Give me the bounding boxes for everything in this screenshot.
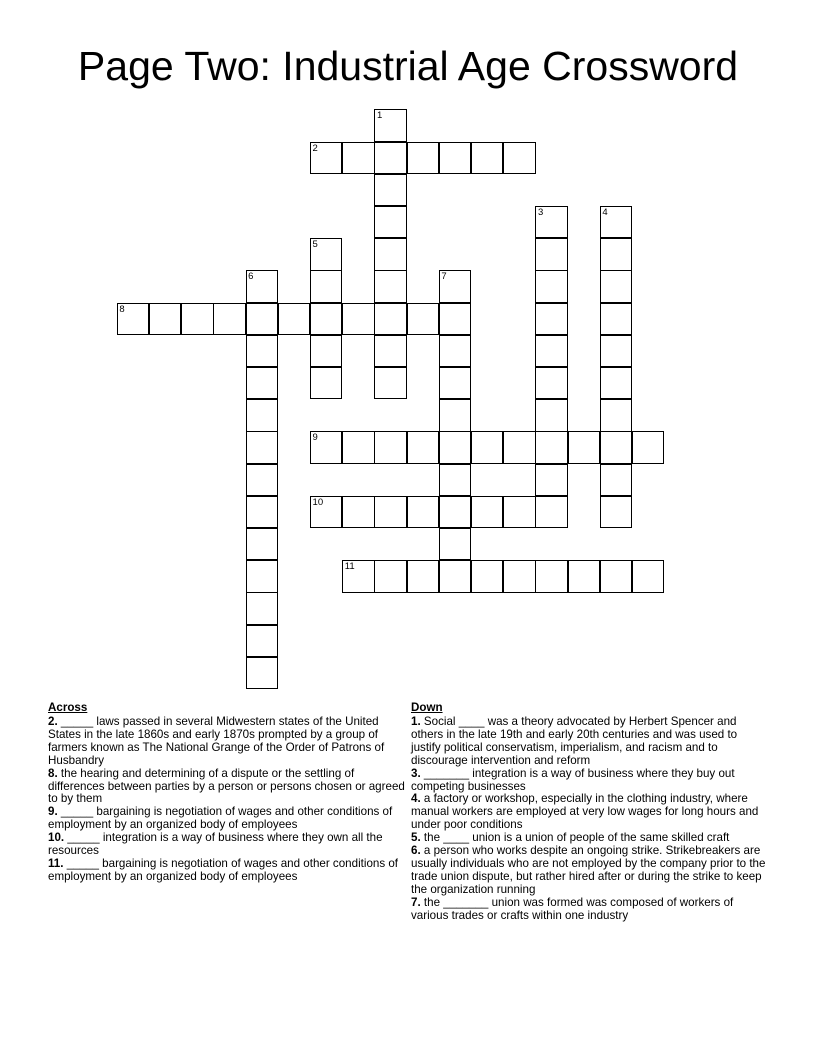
grid-cell[interactable] (632, 431, 664, 463)
grid-cell[interactable] (503, 560, 535, 592)
grid-cell[interactable] (439, 367, 471, 399)
clue-number: 3. (411, 766, 421, 780)
across-clue-9 (48, 806, 408, 832)
grid-cell[interactable] (439, 142, 471, 174)
grid-cell[interactable] (117, 303, 149, 335)
clue-number: 6. (411, 844, 421, 858)
down-clue-4 (411, 793, 767, 832)
across-clues (48, 701, 408, 884)
grid-cell[interactable] (439, 496, 471, 528)
grid-cell[interactable] (149, 303, 181, 335)
clue-text: _____ integration is a way of business where they own all the resources (48, 831, 383, 858)
grid-cell[interactable] (342, 496, 374, 528)
grid-cell[interactable] (439, 399, 471, 431)
clue-number: 5. (411, 831, 421, 845)
grid-cell[interactable] (246, 625, 278, 657)
clue-text: _______ integration is a way of business where they buy out competing businesses (411, 766, 735, 793)
grid-cell[interactable] (600, 270, 632, 302)
grid-cell[interactable] (600, 238, 632, 270)
grid-cell[interactable] (600, 431, 632, 463)
grid-cell[interactable] (181, 303, 213, 335)
grid-cell[interactable] (600, 496, 632, 528)
clue-text: _____ laws passed in several Midwestern states of the United States in the late 1860s and early 1870s prompted by a group of farmers known as The National Grange of the Order of Patrons of Husbandry (48, 715, 385, 767)
grid-cell[interactable] (503, 142, 535, 174)
grid-cell[interactable] (568, 560, 600, 592)
clue-text: the _______ union was formed was composed of workers of various trades or crafts within one industry (411, 895, 734, 922)
grid-cell[interactable] (342, 142, 374, 174)
down-clue-7 (411, 897, 767, 923)
grid-cell[interactable] (342, 431, 374, 463)
grid-cell[interactable] (246, 592, 278, 624)
down-clue-1 (411, 716, 767, 768)
clue-number: 4. (411, 792, 421, 806)
grid-cell[interactable] (600, 560, 632, 592)
grid-cell[interactable] (471, 431, 503, 463)
grid-cell[interactable] (471, 560, 503, 592)
grid-cell[interactable] (407, 496, 439, 528)
across-clue-10 (48, 832, 408, 858)
grid-cell[interactable] (503, 496, 535, 528)
grid-cell[interactable] (246, 560, 278, 592)
grid-cell[interactable] (310, 238, 342, 270)
grid-cell[interactable] (471, 142, 503, 174)
clue-text: the hearing and determining of a dispute or the settling of differences between parties by a person or persons chosen or agreed to by them (48, 766, 405, 806)
clue-number-label: 3 (537, 206, 544, 218)
clue-number: 10. (48, 831, 65, 845)
grid-cell[interactable] (246, 528, 278, 560)
grid-cell[interactable] (535, 496, 567, 528)
grid-cell[interactable] (439, 303, 471, 335)
grid-cell[interactable] (374, 560, 406, 592)
clue-number: 1. (411, 715, 421, 728)
grid-cell[interactable] (568, 431, 600, 463)
across-heading: Across (48, 701, 88, 714)
clue-number: 7. (411, 895, 421, 909)
grid-cell[interactable] (246, 431, 278, 463)
clue-number-label: 9 (312, 432, 318, 444)
across-clue-11 (48, 858, 408, 884)
grid-cell[interactable] (310, 431, 342, 463)
grid-cell[interactable] (535, 399, 567, 431)
grid-cell[interactable] (439, 464, 471, 496)
clue-text: a factory or workshop, especially in the clothing industry, where manual workers are employed at very low wages for long hours and under poor conditions (411, 792, 759, 832)
grid-cell[interactable] (600, 206, 632, 238)
grid-cell[interactable] (374, 335, 406, 367)
grid-cell[interactable] (407, 303, 439, 335)
grid-cell[interactable] (374, 303, 406, 335)
grid-cell[interactable] (374, 431, 406, 463)
grid-cell[interactable] (535, 238, 567, 270)
clue-text: a person who works despite an ongoing strike. Strikebreakers are usually individuals who are not employed by the company prior to the trade union dispute, but rather hired after or during the strike to keep the organization running (411, 844, 766, 896)
clue-number: 9. (48, 805, 58, 819)
grid-cell[interactable] (278, 303, 310, 335)
grid-cell[interactable] (374, 496, 406, 528)
grid-cell[interactable] (246, 335, 278, 367)
grid-cell[interactable] (535, 206, 567, 238)
grid-cell[interactable] (535, 303, 567, 335)
clue-text: the ____ union is a union of people of the same skilled craft (423, 831, 730, 845)
grid-cell[interactable] (374, 367, 406, 399)
grid-cell[interactable] (535, 560, 567, 592)
clue-number: 11. (48, 856, 64, 870)
grid-cell[interactable] (374, 238, 406, 270)
grid-cell[interactable] (407, 142, 439, 174)
grid-cell[interactable] (535, 335, 567, 367)
grid-cell[interactable] (213, 303, 245, 335)
grid-cell[interactable] (374, 142, 406, 174)
clue-number-label: 5 (312, 239, 318, 251)
grid-cell[interactable] (407, 560, 439, 592)
grid-cell[interactable] (342, 560, 374, 592)
clue-number-label: 8 (119, 303, 125, 315)
clue-number-label: 6 (248, 271, 254, 283)
grid-cell[interactable] (600, 367, 632, 399)
grid-cell[interactable] (600, 303, 632, 335)
clue-text: Social ____ was a theory advocated by Herbert Spencer and others in the late 19th and early 20th centuries and was used to justify political conservatism, imperialism, and racism and to discourage intervention and reform (411, 715, 738, 767)
clue-number-label: 11 (344, 561, 355, 573)
grid-cell[interactable] (407, 431, 439, 463)
grid-cell[interactable] (439, 431, 471, 463)
grid-cell[interactable] (310, 496, 342, 528)
grid-cell[interactable] (246, 496, 278, 528)
grid-cell[interactable] (535, 464, 567, 496)
grid-cell[interactable] (535, 431, 567, 463)
grid-cell[interactable] (439, 335, 471, 367)
grid-cell[interactable] (374, 206, 406, 238)
grid-cell[interactable] (246, 657, 278, 689)
grid-cell[interactable] (600, 399, 632, 431)
grid-cell[interactable] (246, 270, 278, 302)
grid-cell[interactable] (600, 464, 632, 496)
clue-text: _____ bargaining is negotiation of wages and other conditions of employment by an organized body of employees (48, 856, 399, 883)
clue-number-label: 10 (312, 496, 324, 508)
grid-cell[interactable] (374, 270, 406, 302)
grid-cell[interactable] (471, 496, 503, 528)
clue-number-label: 2 (312, 142, 318, 154)
clue-number: 2. (48, 715, 58, 728)
clue-text: _____ bargaining is negotiation of wages and other conditions of employment by an organized body of employees (48, 805, 393, 832)
clue-number-label: 4 (602, 206, 608, 218)
grid-cell[interactable] (310, 335, 342, 367)
grid-cell[interactable] (535, 367, 567, 399)
grid-cell[interactable] (439, 528, 471, 560)
down-clues (411, 701, 767, 923)
grid-cell[interactable] (374, 109, 406, 141)
grid-cell[interactable] (310, 270, 342, 302)
page-title: Page Two: Industrial Age Crossword (77, 43, 739, 89)
grid-cell[interactable] (632, 560, 664, 592)
grid-cell[interactable] (310, 303, 342, 335)
grid-cell[interactable] (535, 270, 567, 302)
down-heading: Down (411, 701, 443, 714)
clue-number-label: 1 (376, 110, 383, 122)
grid-cell[interactable] (246, 399, 278, 431)
grid-cell[interactable] (439, 270, 471, 302)
grid-cell[interactable] (310, 367, 342, 399)
clue-number-label: 7 (441, 271, 447, 283)
grid-cell[interactable] (374, 174, 406, 206)
across-clue-8 (48, 768, 408, 807)
grid-cell[interactable] (439, 560, 471, 592)
down-clue-3 (411, 768, 767, 794)
clue-number: 8. (48, 766, 58, 780)
grid-cell[interactable] (503, 431, 535, 463)
grid-cell[interactable] (342, 303, 374, 335)
grid-cell[interactable] (246, 303, 278, 335)
grid-cell[interactable] (310, 142, 342, 174)
grid-cell[interactable] (246, 367, 278, 399)
grid-cell[interactable] (246, 464, 278, 496)
down-clue-6 (411, 845, 767, 897)
grid-cell[interactable] (600, 335, 632, 367)
across-clue-2 (48, 716, 408, 768)
